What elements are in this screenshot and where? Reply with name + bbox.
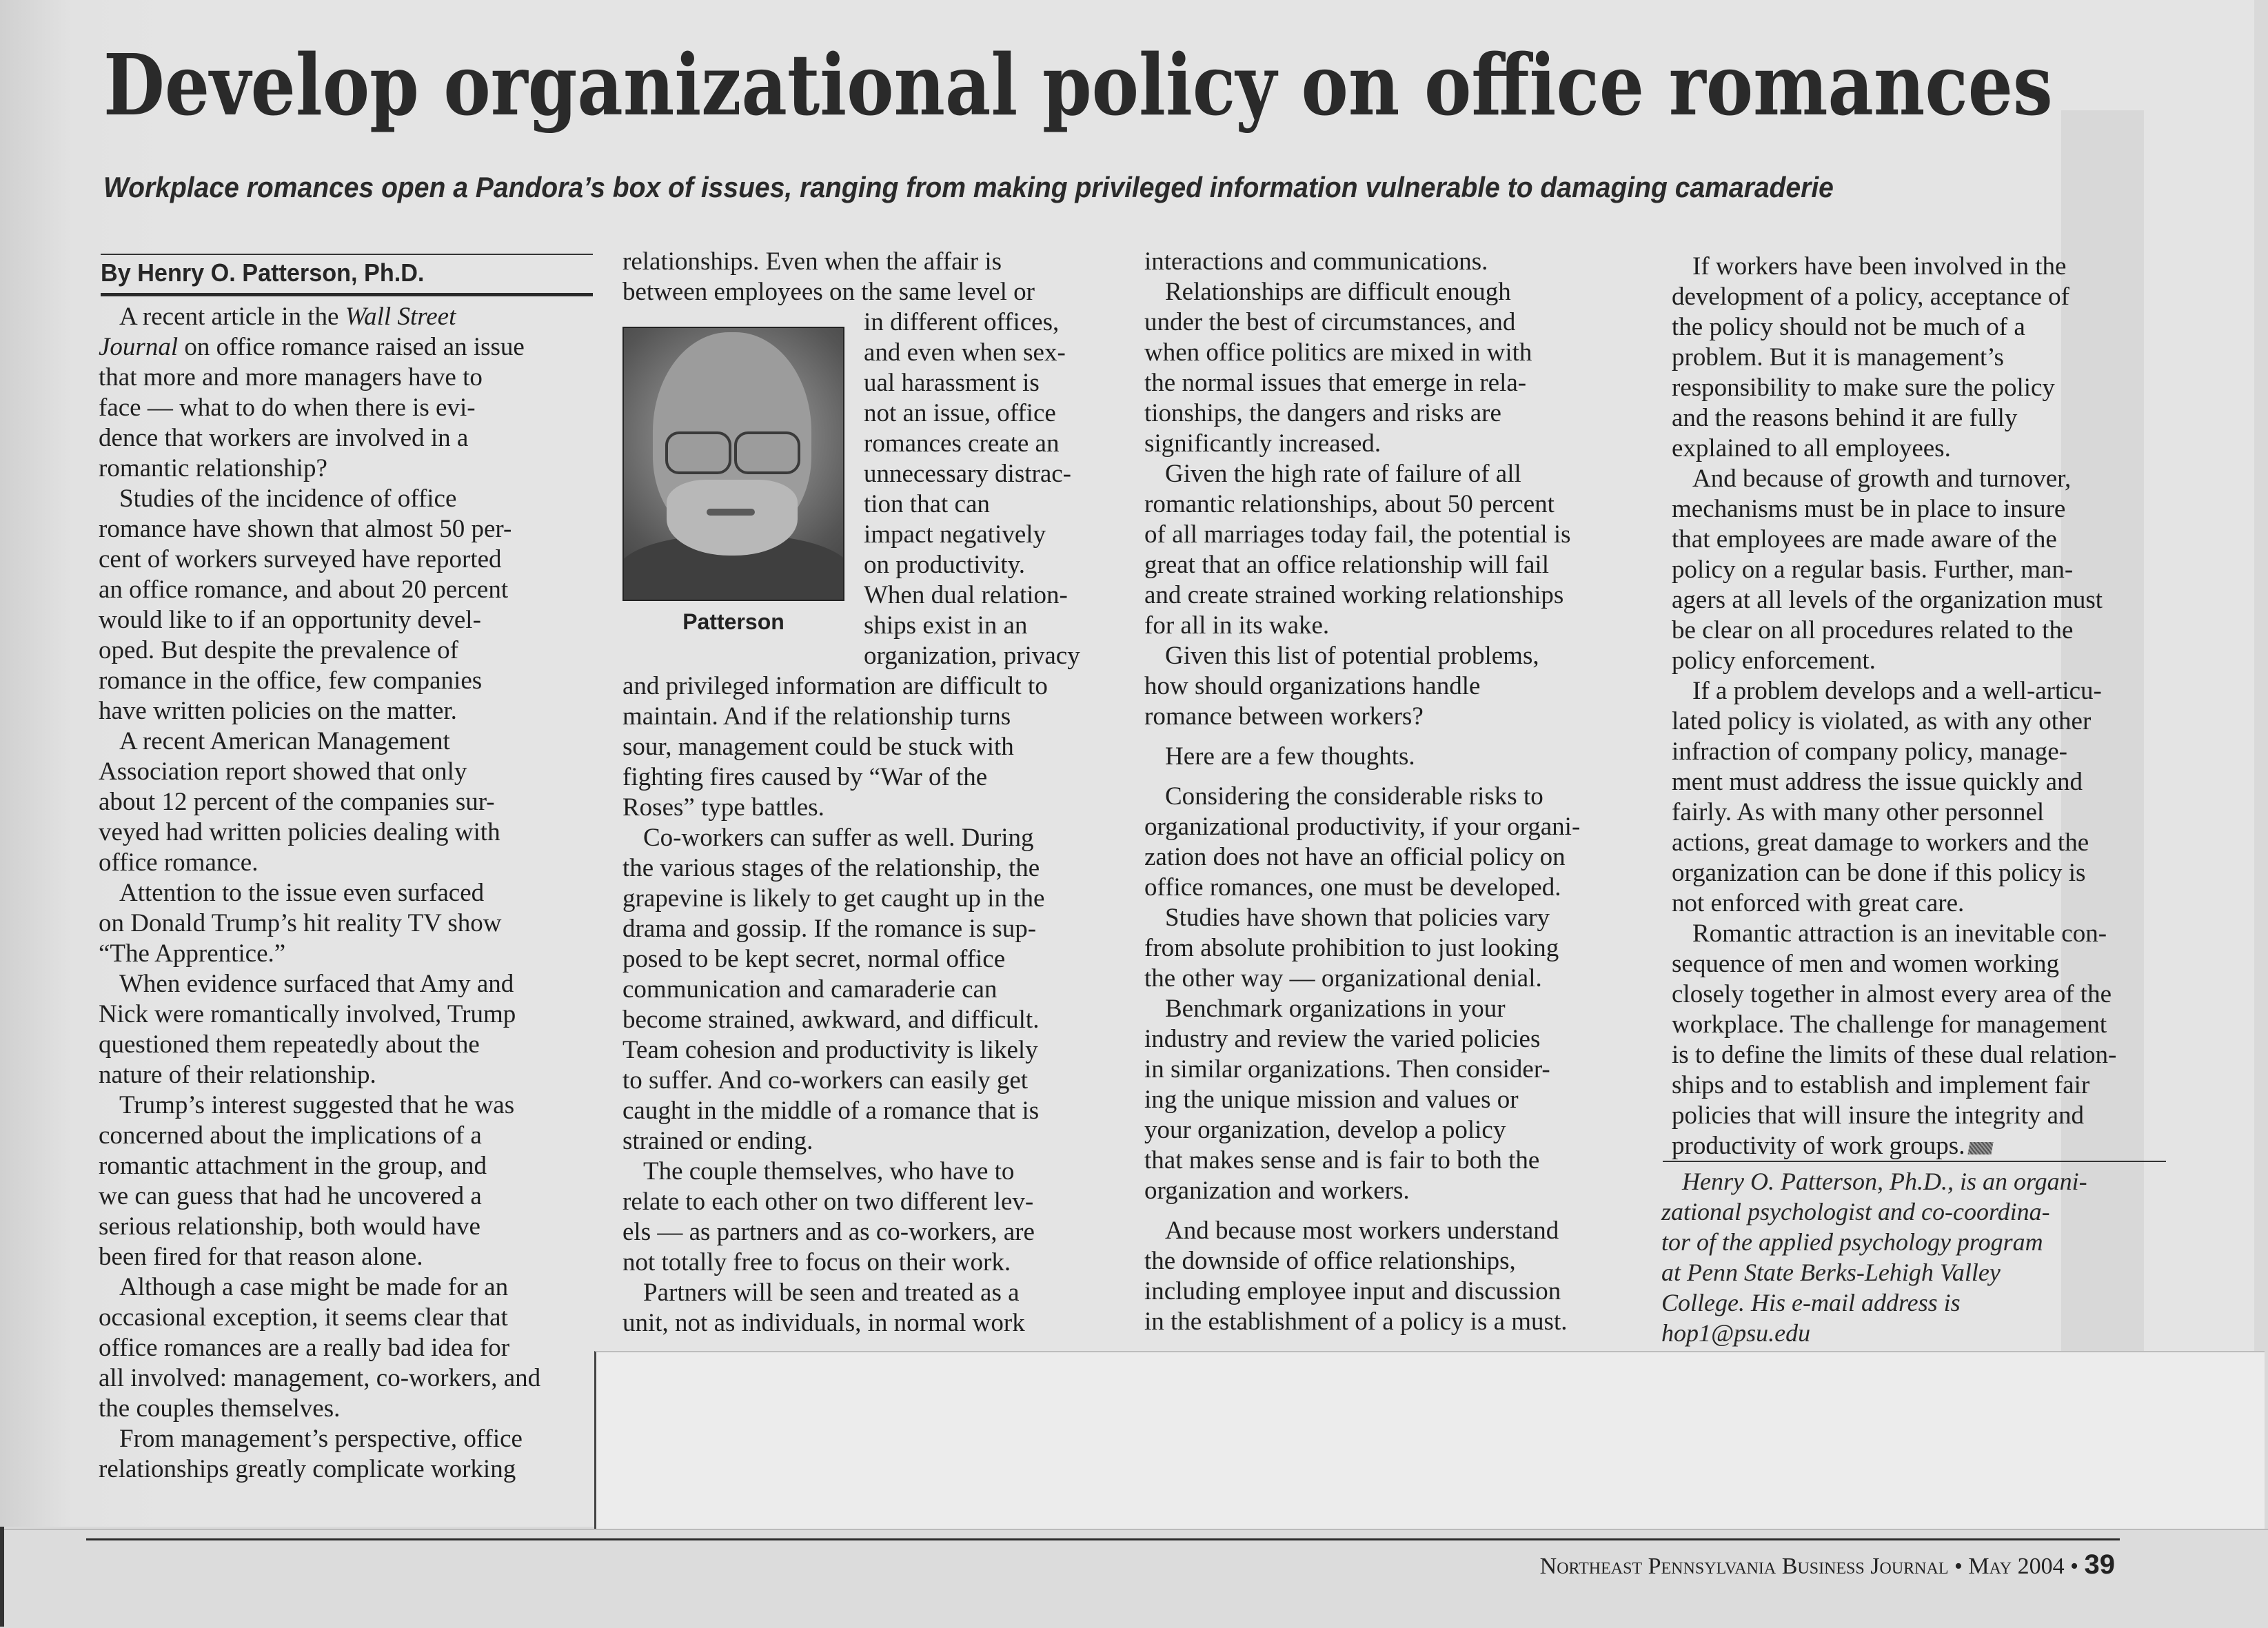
text-line: questioned them repeatedly about the — [99, 1030, 480, 1059]
text-line: that employees are made aware of the — [1672, 525, 2057, 553]
footer-separator: • — [2070, 1554, 2078, 1579]
bio-line: Henry O. Patterson, Ph.D., is an organi- — [1682, 1168, 2087, 1195]
text-line: From management’s perspective, office — [119, 1425, 523, 1453]
text-line: strained or ending. — [622, 1127, 813, 1155]
page-edge — [0, 1527, 4, 1627]
text-line: Studies have shown that policies vary — [1165, 904, 1550, 932]
text-line: the downside of office relationships, — [1144, 1247, 1516, 1275]
text-line: If a problem develops and a well-articu- — [1692, 677, 2102, 705]
text-line: maintain. And if the relationship turns — [622, 702, 1011, 731]
text-line: policy on a regular basis. Further, man- — [1672, 556, 2074, 584]
text-line: of all marriages today fail, the potential is — [1144, 520, 1571, 549]
text-line: we can guess that had he uncovered a — [99, 1182, 482, 1210]
portrait-glasses-right — [734, 431, 800, 474]
text-line: become strained, awkward, and difficult. — [622, 1006, 1040, 1034]
text-line: responsibility to make sure the policy — [1672, 374, 2055, 402]
column-2-wrap — [864, 307, 1080, 671]
text-line: Attention to the issue even surfaced — [119, 879, 485, 907]
text-line: ships and to establish and implement fair — [1672, 1071, 2090, 1099]
column-2-top — [622, 247, 1119, 307]
text-line: romantic relationships, about 50 percent — [1144, 490, 1555, 518]
byline-rule-top — [101, 254, 593, 255]
byline-rule-bottom — [101, 293, 593, 296]
text-line: oped. But despite the prevalence of — [99, 636, 458, 664]
text-line: significantly increased. — [1144, 429, 1381, 458]
text-line: the policy should not be much of a — [1672, 313, 2025, 341]
text-line: And because of growth and turnover, — [1692, 465, 2072, 493]
text-line: in the establishment of a policy is a must. — [1144, 1308, 1568, 1336]
text-line: been fired for that reason alone. — [99, 1243, 423, 1271]
text-line: not an issue, office — [864, 399, 1056, 427]
text-line: dence that workers are involved in a — [99, 424, 469, 452]
text-line: explained to all employees. — [1672, 434, 1951, 462]
column-4 — [1672, 252, 2182, 1161]
text-line: policy enforcement. — [1672, 647, 1876, 675]
text-line: for all in its wake. — [1144, 611, 1330, 640]
text-line: how should organizations handle — [1144, 672, 1481, 700]
text-line: Association report showed that only — [99, 757, 467, 786]
text-line: problem. But it is management’s — [1672, 343, 2004, 372]
text-line: unit, not as individuals, in normal work — [622, 1309, 1025, 1337]
text-line: romances create an — [864, 429, 1060, 458]
text-line: Partners will be seen and treated as a — [643, 1279, 1020, 1307]
text-line: from absolute prohibition to just looking — [1144, 934, 1559, 962]
headline: Develop organizational policy on office romances — [103, 35, 2053, 134]
text-line: on productivity. — [864, 551, 1025, 579]
text-line: Considering the considerable risks to — [1165, 782, 1543, 811]
page-number: 39 — [2084, 1549, 2115, 1580]
text-line: office romance. — [99, 848, 259, 877]
text-line: an office romance, and about 20 percent — [99, 576, 509, 604]
paragraph-gap — [1144, 732, 1654, 742]
text-line: “The Apprentice.” — [99, 939, 286, 968]
paragraph-gap — [1144, 1206, 1654, 1216]
text-line: to suffer. And co-workers can easily get — [622, 1066, 1029, 1095]
text-line: and even when sex- — [864, 338, 1066, 367]
text-line: sour, management could be stuck with — [622, 733, 1014, 761]
text-line: A recent article in the Wall Street — [119, 303, 456, 331]
text-line: impact negatively — [864, 520, 1046, 549]
text-line: els — as partners and as co-workers, are — [622, 1218, 1035, 1246]
text-line: Given the high rate of failure of all — [1165, 460, 1521, 488]
photo-caption: Patterson — [682, 609, 784, 634]
text-line: Journal on office romance raised an issue — [99, 333, 525, 361]
text-line: romantic attachment in the group, and — [99, 1152, 487, 1180]
footer-separator: • — [1954, 1554, 1963, 1579]
text-line: zation does not have an official policy on — [1144, 843, 1566, 871]
text-line: agers at all levels of the organization must — [1672, 586, 2103, 614]
text-line: romantic relationship? — [99, 454, 327, 482]
text-line: veyed had written policies dealing with — [99, 818, 500, 846]
page-footer — [1540, 1549, 2115, 1580]
text-line: not enforced with great care. — [1672, 889, 1965, 917]
text-line: closely together in almost every area of the — [1672, 980, 2112, 1008]
column-2-bottom — [622, 671, 1119, 1339]
footer-date: May 2004 — [1968, 1554, 2065, 1579]
blank-page-area — [594, 1351, 2265, 1532]
portrait-beard — [667, 480, 798, 556]
text-line: Nick were romantically involved, Trump — [99, 1000, 516, 1028]
bio-line: College. His e-mail address is — [1661, 1289, 1961, 1316]
text-line: under the best of circumstances, and — [1144, 308, 1516, 336]
text-line: office romances are a really bad idea for — [99, 1334, 510, 1362]
text-line: development of a policy, acceptance of — [1672, 283, 2069, 311]
text-line: the couples themselves. — [99, 1394, 341, 1423]
text-line: the various stages of the relationship, the — [622, 854, 1040, 882]
text-line: caught in the middle of a romance that is — [622, 1097, 1040, 1125]
bio-line: tor of the applied psychology program — [1661, 1228, 2043, 1256]
text-line: Benchmark organizations in your — [1165, 995, 1506, 1023]
footer-rule — [86, 1538, 2120, 1540]
text-line: between employees on the same level or — [622, 278, 1035, 306]
text-line: be clear on all procedures related to the — [1672, 616, 2074, 644]
text-line: ual harassment is — [864, 369, 1040, 397]
text-line: have written policies on the matter. — [99, 697, 457, 725]
text-line: cent of workers surveyed have reported — [99, 545, 502, 573]
text-line: Given this list of potential problems, — [1165, 642, 1539, 670]
text-line: When evidence surfaced that Amy and — [119, 970, 514, 998]
text-line: Relationships are difficult enough — [1165, 278, 1511, 306]
text-line: your organization, develop a policy — [1144, 1116, 1506, 1144]
text-line: mechanisms must be in place to insure — [1672, 495, 2066, 523]
text-line: organization and workers. — [1144, 1177, 1410, 1205]
text-line: When dual relation- — [864, 581, 1068, 609]
text-line: when office politics are mixed in with — [1144, 338, 1532, 367]
text-line: organizational productivity, if your organi- — [1144, 813, 1581, 841]
text-line: concerned about the implications of a — [99, 1121, 482, 1150]
text-line: great that an office relationship will fail — [1144, 551, 1549, 579]
text-line: and privileged information are difficult to — [622, 672, 1048, 700]
text-line: policies that will insure the integrity and — [1672, 1101, 2085, 1130]
text-line: fighting fires caused by “War of the — [622, 763, 988, 791]
text-line: relate to each other on two different lev- — [622, 1188, 1034, 1216]
footer-publication: Northeast Pennsylvania Business Journal — [1539, 1554, 1949, 1579]
text-line: and create strained working relationships — [1144, 581, 1564, 609]
text-line: occasional exception, it seems clear that — [99, 1303, 508, 1332]
text-line: the normal issues that emerge in rela- — [1144, 369, 1527, 397]
byline: By Henry O. Patterson, Ph.D. — [101, 258, 425, 287]
text-line: If workers have been involved in the — [1692, 252, 2067, 281]
text-line: that more and more managers have to — [99, 363, 483, 391]
text-line: about 12 percent of the companies sur- — [99, 788, 495, 816]
text-line: infraction of company policy, manage- — [1672, 737, 2067, 766]
text-line: ships exist in an — [864, 611, 1028, 640]
text-line: sequence of men and women working — [1672, 950, 2060, 978]
end-of-story-icon — [1968, 1142, 1994, 1154]
author-bio — [1661, 1166, 2171, 1348]
text-line: the other way — organizational denial. — [1144, 964, 1542, 993]
text-line: fairly. As with many other personnel — [1672, 798, 2045, 826]
text-line: nature of their relationship. — [99, 1061, 376, 1089]
text-line: ment must address the issue quickly and — [1672, 768, 2083, 796]
text-line: face — what to do when there is evi- — [99, 394, 476, 422]
text-line: organization can be done if this policy is — [1672, 859, 2086, 887]
text-line: Co-workers can suffer as well. During — [643, 824, 1034, 852]
text-line: grapevine is likely to get caught up in the — [622, 884, 1045, 913]
text-line: Trump’s interest suggested that he was — [119, 1091, 515, 1119]
text-line: Studies of the incidence of office — [119, 485, 457, 513]
text-line: ing the unique mission and values or — [1144, 1086, 1519, 1114]
bio-line: hop1@psu.edu — [1661, 1319, 1811, 1347]
text-line: posed to be kept secret, normal office — [622, 945, 1006, 973]
portrait-mouth — [707, 509, 755, 516]
text-line: unnecessary distrac- — [864, 460, 1072, 488]
text-line: tion that can — [864, 490, 990, 518]
text-line: The couple themselves, who have to — [643, 1157, 1015, 1186]
text-line: in different offices, — [864, 308, 1060, 336]
text-line: and the reasons behind it are fully — [1672, 404, 2018, 432]
text-line: lated policy is violated, as with any other — [1672, 707, 2092, 735]
text-line: romance have shown that almost 50 per- — [99, 515, 512, 543]
text-line: And because most workers understand — [1165, 1217, 1559, 1245]
text-line: Roses” type battles. — [622, 793, 824, 822]
text-line: office romances, one must be developed. — [1144, 873, 1561, 902]
author-photo — [622, 327, 844, 601]
text-line: tionships, the dangers and risks are — [1144, 399, 1501, 427]
text-line: organization, privacy — [864, 642, 1080, 670]
text-line: that makes sense and is fair to both the — [1144, 1146, 1540, 1174]
text-line: serious relationship, both would have — [99, 1212, 480, 1241]
text-line: on Donald Trump’s hit reality TV show — [99, 909, 502, 937]
text-line: would like to if an opportunity devel- — [99, 606, 481, 634]
text-line: drama and gossip. If the romance is sup- — [622, 915, 1037, 943]
text-line: workplace. The challenge for management — [1672, 1010, 2107, 1039]
column-3 — [1144, 247, 1654, 1337]
text-line: Romantic attraction is an inevitable con- — [1692, 919, 2107, 948]
text-line: A recent American Management — [119, 727, 450, 755]
text-line: industry and review the varied policies — [1144, 1025, 1541, 1053]
bio-line: zational psychologist and co-coordina- — [1661, 1198, 2050, 1225]
text-line: relationships. Even when the affair is — [622, 247, 1002, 276]
paragraph-gap — [1144, 772, 1654, 782]
text-line: Team cohesion and productivity is likely — [622, 1036, 1038, 1064]
text-line: Although a case might be made for an — [119, 1273, 509, 1301]
text-line: all involved: management, co-workers, and — [99, 1364, 541, 1392]
text-line: interactions and communications. — [1144, 247, 1488, 276]
text-line: romance in the office, few companies — [99, 667, 483, 695]
bio-line: at Penn State Berks-Lehigh Valley — [1661, 1259, 2001, 1286]
text-line: Here are a few thoughts. — [1165, 742, 1415, 771]
portrait-glasses-left — [665, 431, 731, 474]
text-line: in similar organizations. Then consider- — [1144, 1055, 1550, 1083]
text-line: is to define the limits of these dual relation- — [1672, 1041, 2117, 1069]
deck-subheadline: Workplace romances open a Pandora’s box of issues, ranging from making privileged information vulnerable to damaging camaraderie — [103, 171, 1834, 203]
text-line: not totally free to focus on their work. — [622, 1248, 1011, 1276]
text-line: relationships greatly complicate working — [99, 1455, 516, 1483]
text-line: romance between workers? — [1144, 702, 1424, 731]
bio-rule — [1663, 1161, 2166, 1162]
column-1 — [99, 302, 595, 1485]
text-line: communication and camaraderie can — [622, 975, 998, 1004]
text-line: including employee input and discussion — [1144, 1277, 1561, 1305]
text-line: actions, great damage to workers and the — [1672, 828, 2089, 857]
text-line: productivity of work groups. — [1672, 1131, 2182, 1161]
